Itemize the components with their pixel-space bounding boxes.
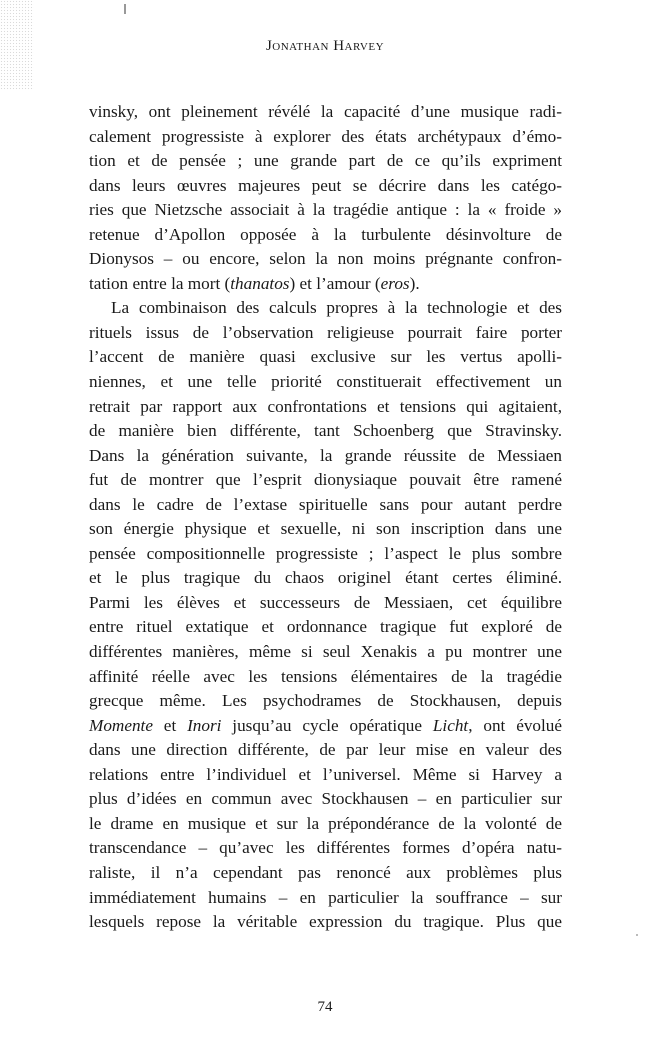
text-line [89,517,562,542]
text-line [89,812,562,837]
text-run: ries que Nietzsche associait à la tragédie antique : la « froide » [89,200,562,220]
text-line [89,910,562,935]
text-line [89,345,562,370]
page-number: 74 [317,999,333,1015]
text-line [89,100,562,125]
text-run: de manière bien différente, tant Schoenberg que Stravinsky. [89,421,562,441]
text-run: La combinaison des calculs propres à la technologie et des [111,298,562,318]
text-run: dans une direction différente, de par leur mise en valeur des [89,740,562,760]
italic-title: Inori [187,715,222,735]
text-line [89,296,562,321]
text-line [89,272,562,297]
scan-artifact-mark [124,4,126,14]
text-line [89,714,562,739]
text-run: l’accent de manière quasi exclusive sur les vertus apolli- [89,347,562,367]
text-run: retrait par rapport aux confrontations et tensions qui agitaient, [89,396,562,416]
text-run: tation entre la mort ( [89,273,231,293]
text-line [89,198,562,223]
text-line [89,125,562,150]
text-line [89,542,562,567]
text-run: relations entre l’individuel et l’universel. Même si Harvey a [89,764,562,784]
italic-title: thanatos [230,273,290,293]
text-run: fut de montrer que l’esprit dionysiaque pouvait être ramené [89,470,562,490]
text-line [89,566,562,591]
text-run: ). [409,273,420,293]
text-run: lesquels repose la véritable expression du tragique. Plus que [89,912,562,932]
text-line [89,787,562,812]
text-run: ) et l’amour ( [289,273,381,293]
text-run: le drame en musique et sur la prépondérance de la volonté de [89,813,562,833]
text-run: Dionysos – ou encore, selon la non moins prégnante confron- [89,249,562,269]
text-run: , ont évolué [468,715,563,735]
text-run: tion et de pensée ; une grande part de ce qu’ils expriment [89,151,562,171]
text-run: dans leurs œuvres majeures peut se décrire dans les catégo- [89,175,562,195]
text-line [89,861,562,886]
italic-title: Momente [89,715,153,735]
text-line [89,174,562,199]
text-line [89,149,562,174]
text-run: et le plus tragique du chaos originel étant certes éliminé. [89,568,562,588]
text-run: son énergie physique et sexuelle, ni son inscription dans une [89,519,562,539]
text-line [89,615,562,640]
text-run: raliste, il n’a cependant pas renoncé aux problèmes plus [89,862,562,882]
text-run: Dans la génération suivante, la grande réussite de Messiaen [89,445,562,465]
text-run: jusqu’au cycle opératique [221,715,433,735]
text-run: entre rituel extatique et ordonnance tragique fut exploré de [89,617,562,637]
text-line [89,886,562,911]
text-line [89,321,562,346]
text-line [89,493,562,518]
text-run: Parmi les élèves et successeurs de Messiaen, cet équilibre [89,592,562,612]
text-line [89,444,562,469]
text-run: niennes, et une telle priorité constituerait effectivement un [89,372,562,392]
text-line [89,468,562,493]
text-run: grecque même. Les psychodrames de Stockhausen, depuis [89,691,562,711]
body-text [89,100,562,935]
text-line [89,665,562,690]
scan-artifact-dot [636,934,638,936]
text-line [89,370,562,395]
text-run: calement progressiste à explorer des états archétypaux d’émo- [89,126,562,146]
text-run: plus d’idées en commun avec Stockhausen – en particulier sur [89,789,562,809]
text-run: dans le cadre de l’extase spirituelle sans pour autant perdre [89,494,562,514]
italic-title: eros [380,273,410,293]
text-run: différentes manières, même si seul Xenakis a pu montrer une [89,642,562,662]
text-line [89,419,562,444]
text-line [89,738,562,763]
text-line [89,591,562,616]
text-run: rituels issus de l’observation religieuse pourrait faire porter [89,322,562,342]
text-line [89,247,562,272]
running-head: Jonathan Harvey [265,38,385,54]
text-line [89,836,562,861]
italic-title: Licht [432,715,469,735]
text-run: transcendance – qu’avec les différentes formes d’opéra natu- [89,838,562,858]
text-run: vinsky, ont pleinement révélé la capacité d’une musique radi- [89,102,562,121]
text-run: immédiatement humains – en particulier la souffrance – sur [89,887,562,907]
text-run: pensée compositionnelle progressiste ; l’aspect le plus sombre [89,543,562,563]
text-line [89,223,562,248]
text-line [89,763,562,788]
text-line [89,395,562,420]
text-run: et [152,715,188,735]
text-run: affinité réelle avec les tensions élémentaires de la tragédie [89,666,562,686]
text-run: retenue d’Apollon opposée à la turbulente désinvolture de [89,224,562,244]
text-line [89,689,562,714]
text-line [89,640,562,665]
